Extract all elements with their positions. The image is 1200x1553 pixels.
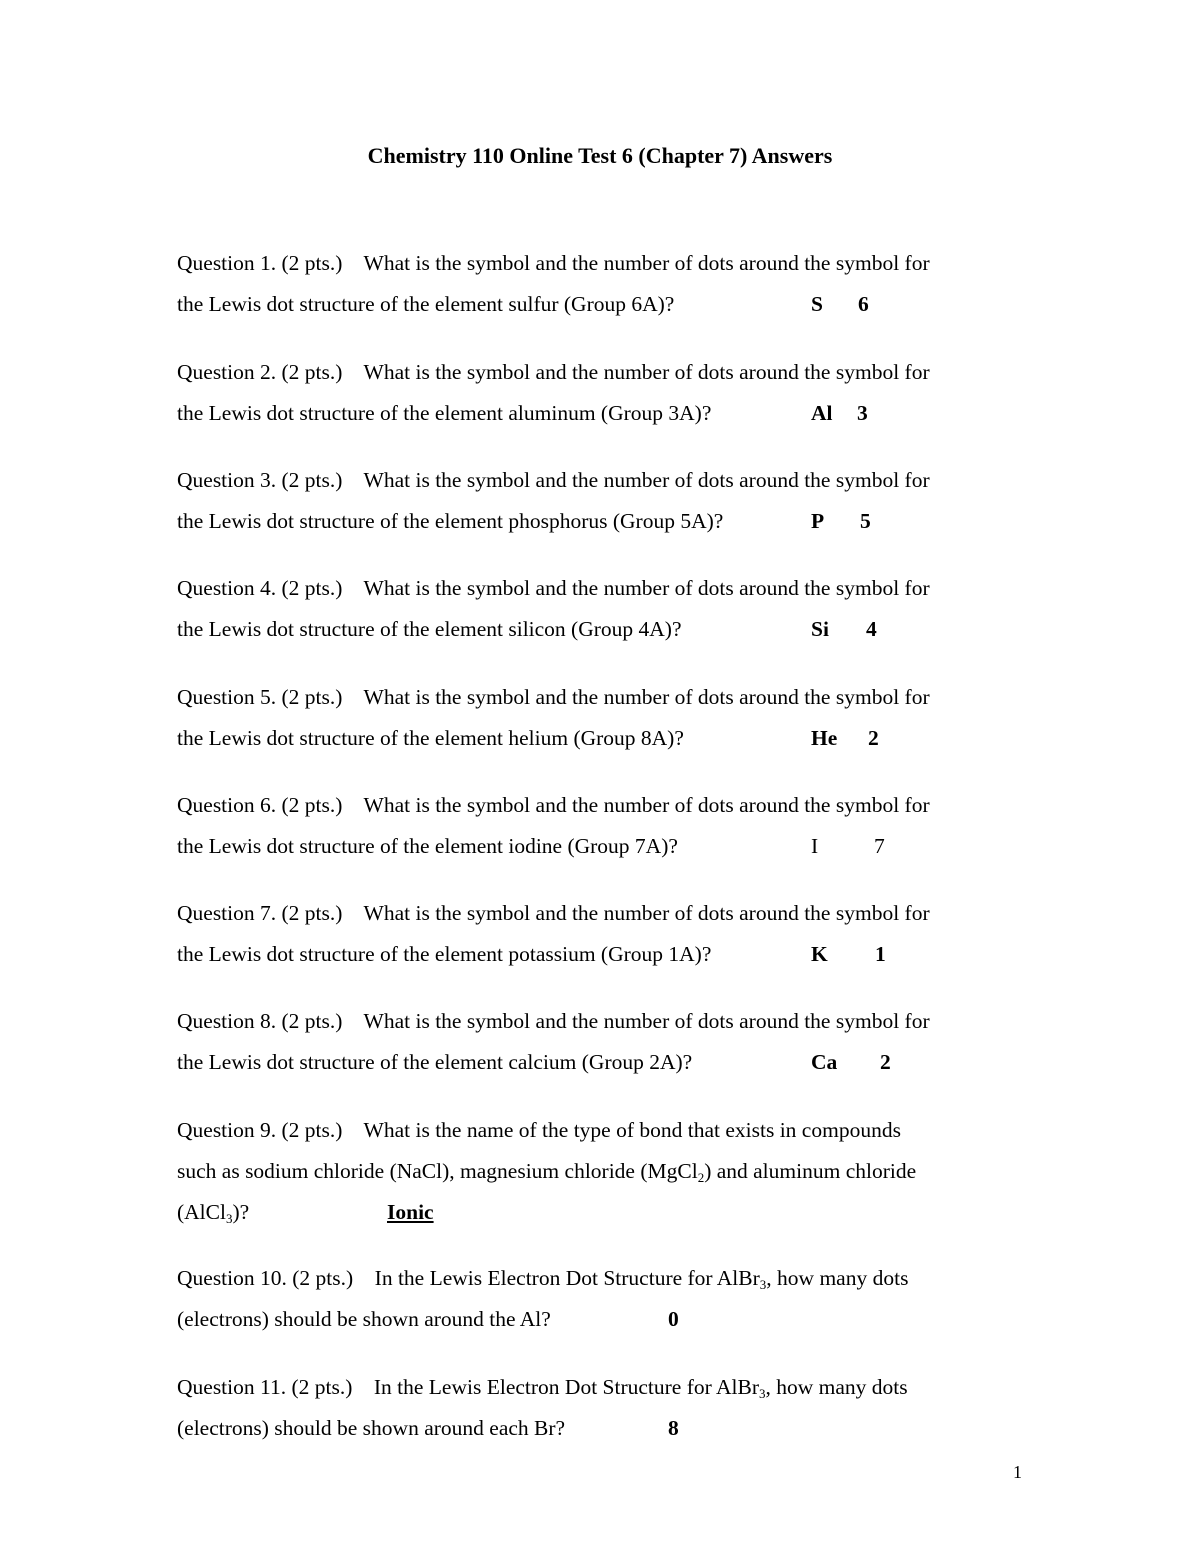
question-11 — [177, 1367, 1007, 1449]
question-1 — [177, 243, 1007, 325]
question-7 — [177, 893, 1007, 975]
subscript: 2 — [697, 1170, 705, 1185]
question-prefix: Question 11. (2 pts.) — [177, 1375, 353, 1399]
question-10 — [177, 1258, 1007, 1340]
question-2 — [177, 352, 1007, 434]
question-4 — [177, 568, 1007, 650]
question-line-2 — [177, 1299, 1007, 1340]
answer-bond-type: Ionic — [387, 1200, 434, 1224]
question-line-1 — [177, 785, 1007, 826]
question-text: What is the symbol and the number of dots around the symbol for — [363, 468, 930, 492]
page-number: 1 — [1013, 1462, 1022, 1482]
question-text: the Lewis dot structure of the element aluminum (Group 3A)? — [177, 401, 712, 425]
question-text: , how many dots — [766, 1266, 909, 1290]
question-text: (AlCl — [177, 1200, 226, 1224]
question-line-1 — [177, 893, 1007, 934]
question-line-1 — [177, 243, 1007, 284]
question-line-1 — [177, 1367, 1007, 1408]
question-prefix: Question 2. (2 pts.) — [177, 360, 343, 384]
answer-symbol: He — [811, 726, 838, 750]
answer-dots: 1 — [875, 942, 886, 966]
question-3 — [177, 460, 1007, 542]
question-text: What is the symbol and the number of dots around the symbol for — [363, 793, 930, 817]
question-text: What is the symbol and the number of dots around the symbol for — [363, 576, 930, 600]
question-line-2 — [177, 284, 1007, 325]
question-line-1 — [177, 352, 1007, 393]
question-prefix: Question 4. (2 pts.) — [177, 576, 343, 600]
question-text: such as sodium chloride (NaCl), magnesium chloride (MgCl — [177, 1159, 698, 1183]
question-line-2 — [177, 826, 1007, 867]
question-line-2 — [177, 1408, 1007, 1449]
question-prefix: Question 8. (2 pts.) — [177, 1009, 343, 1033]
question-text: )? — [232, 1200, 250, 1224]
question-text: What is the symbol and the number of dots around the symbol for — [363, 685, 930, 709]
answer-symbol: Ca — [811, 1050, 838, 1074]
question-text: the Lewis dot structure of the element sulfur (Group 6A)? — [177, 292, 675, 316]
question-prefix: Question 10. (2 pts.) — [177, 1266, 354, 1290]
question-text: (electrons) should be shown around the Al? — [177, 1307, 551, 1331]
question-text: the Lewis dot structure of the element phosphorus (Group 5A)? — [177, 509, 724, 533]
subscript: 3 — [759, 1277, 767, 1292]
question-text: What is the symbol and the number of dots around the symbol for — [363, 251, 930, 275]
answer-symbol: K — [811, 942, 828, 966]
answer-dots: 2 — [880, 1050, 891, 1074]
question-text: In the Lewis Electron Dot Structure for AlBr — [374, 1266, 760, 1290]
question-line-1 — [177, 460, 1007, 501]
question-text: the Lewis dot structure of the element calcium (Group 2A)? — [177, 1050, 693, 1074]
question-6 — [177, 785, 1007, 867]
question-text: What is the symbol and the number of dots around the symbol for — [363, 1009, 930, 1033]
subscript: 3 — [225, 1211, 233, 1226]
question-text: What is the symbol and the number of dots around the symbol for — [363, 360, 930, 384]
question-text: In the Lewis Electron Dot Structure for AlBr — [373, 1375, 759, 1399]
question-5 — [177, 677, 1007, 759]
question-line-1 — [177, 677, 1007, 718]
answer-dots: 2 — [868, 726, 879, 750]
answer-dots: 0 — [668, 1307, 679, 1331]
question-text: What is the symbol and the number of dots around the symbol for — [363, 901, 930, 925]
answer-symbol: Si — [811, 617, 829, 641]
page-title: Chemistry 110 Online Test 6 (Chapter 7) Answers — [367, 143, 833, 168]
question-prefix: Question 6. (2 pts.) — [177, 793, 343, 817]
question-text: the Lewis dot structure of the element potassium (Group 1A)? — [177, 942, 712, 966]
answer-dots: 6 — [858, 292, 869, 316]
question-line-2 — [177, 501, 1007, 542]
question-8 — [177, 1001, 1007, 1083]
question-line-3 — [177, 1192, 1007, 1233]
question-prefix: Question 7. (2 pts.) — [177, 901, 343, 925]
question-line-2 — [177, 718, 1007, 759]
question-text: (electrons) should be shown around each Br? — [177, 1416, 566, 1440]
question-line-1 — [177, 568, 1007, 609]
answer-dots: 7 — [874, 834, 885, 858]
question-text: the Lewis dot structure of the element iodine (Group 7A)? — [177, 834, 678, 858]
answer-dots: 3 — [857, 401, 868, 425]
question-line-1 — [177, 1258, 1007, 1299]
question-line-2 — [177, 609, 1007, 650]
question-text: ) and aluminum chloride — [704, 1159, 917, 1183]
subscript: 3 — [759, 1386, 766, 1401]
question-prefix: Question 5. (2 pts.) — [177, 685, 343, 709]
answer-symbol: Al — [811, 401, 833, 425]
question-text: the Lewis dot structure of the element silicon (Group 4A)? — [177, 617, 682, 641]
question-text: the Lewis dot structure of the element helium (Group 8A)? — [177, 726, 684, 750]
answer-dots: 5 — [860, 509, 871, 533]
question-text: , how many dots — [765, 1375, 908, 1399]
answer-symbol: S — [811, 292, 823, 316]
question-9 — [177, 1110, 1007, 1233]
answer-symbol: I — [811, 834, 819, 858]
question-text: What is the name of the type of bond that exists in compounds — [363, 1118, 901, 1142]
answer-dots: 8 — [668, 1416, 679, 1440]
question-prefix: Question 9. (2 pts.) — [177, 1118, 343, 1142]
question-line-2 — [177, 393, 1007, 434]
question-line-1 — [177, 1001, 1007, 1042]
answer-symbol: P — [811, 509, 825, 533]
question-line-1 — [177, 1110, 1007, 1151]
question-prefix: Question 3. (2 pts.) — [177, 468, 343, 492]
question-line-2 — [177, 934, 1007, 975]
question-line-2 — [177, 1151, 1007, 1192]
question-line-2 — [177, 1042, 1007, 1083]
question-prefix: Question 1. (2 pts.) — [177, 251, 343, 275]
answer-dots: 4 — [866, 617, 877, 641]
